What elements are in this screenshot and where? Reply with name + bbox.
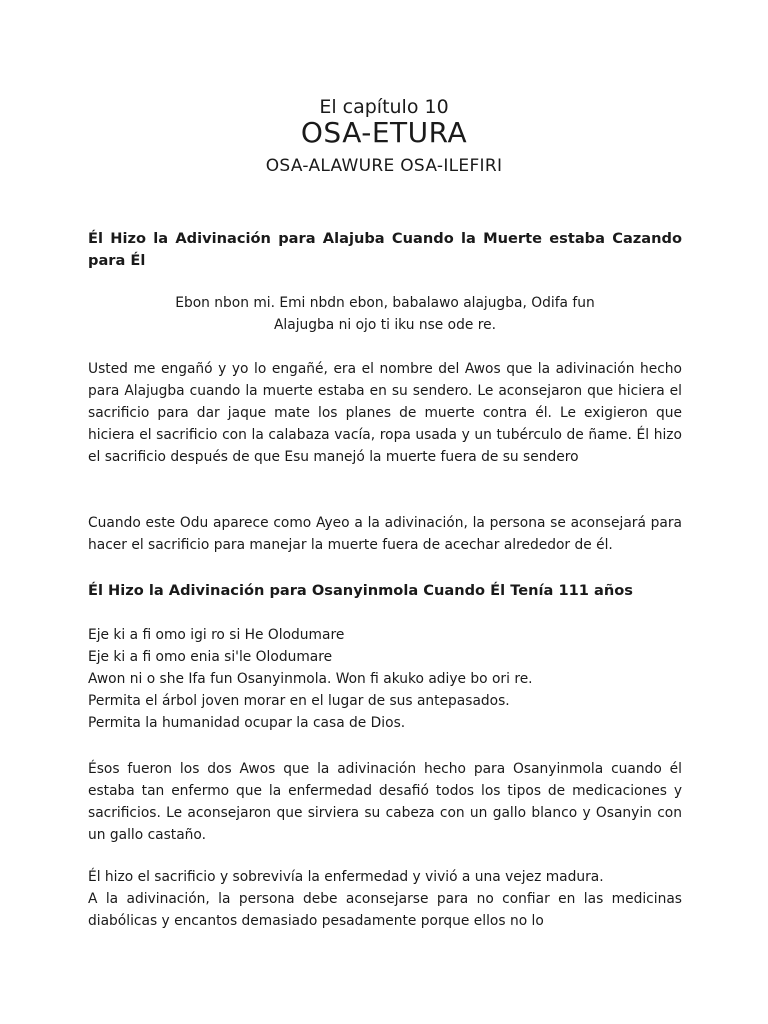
verse-block-1 [88,292,682,336]
verse-line: Eje ki a fi omo enia si'le Olodumare [88,649,333,665]
paragraph: Cuando este Odu aparece como Ayeo a la adivinación, la persona se aconsejará para hacer el sacrificio para manejar la muerte fuera de acechar alrededor de él. [88,515,682,553]
paragraph [88,866,682,932]
verse-line: Permita la humanidad ocupar la casa de Dios. [88,715,406,731]
verse-line: Awon ni o she Ifa fun Osanyinmola. Won fi akuko adiye bo ori re. [88,671,533,687]
chapter-title: OSA-ETURA [300,116,468,149]
verse-line: Eje ki a fi omo igi ro si He Olodumare [88,627,345,643]
verse-line: Ebon nbon mi. Emi nbdn ebon, babalawo alajugba, Odifa fun [175,295,595,311]
verse-line: Alajugba ni ojo ti iku nse ode re. [273,317,496,333]
verse-block-2 [88,624,682,734]
paragraph-line: Él hizo el sacrificio y sobrevivía la enfermedad y vivió a una vejez madura. [88,869,604,885]
paragraph: Ésos fueron los dos Awos que la adivinación hecho para Osanyinmola cuando él estaba tan enfermo que la enfermedad desafió todos los tipos de medicaciones y sacrificios. Le aconsejaron que sirviera su cabeza con un gallo blanco y Osanyin con un gallo castaño. [88,761,682,843]
section-heading-alajuba: Él Hizo la Adivinación para Alajuba Cuando la Muerte estaba Cazando para Él [88,230,682,269]
chapter-label: El capítulo 10 [319,96,449,118]
section-heading-osanyinmola: Él Hizo la Adivinación para Osanyinmola Cuando Él Tenía 111 años [88,582,633,599]
chapter-subtitle: OSA-ALAWURE OSA-ILEFIRI [265,156,503,176]
paragraph-text: A la adivinación, la persona debe aconsejarse para no confiar en las medicinas diabólicas y encantos demasiado pesadamente porque ellos no lo [88,891,682,929]
paragraph: Usted me engañó y yo lo engañé, era el nombre del Awos que la adivinación hecho para Alajugba cuando la muerte estaba en su sendero. Le aconsejaron que hiciera el sacrificio para dar jaque mate los planes de muerte contra él. Le exigieron que hiciera el sacrificio con la calabaza vacía, ropa usada y un tubérculo de ñame. Él hizo el sacrificio después de que Esu manejó la muerte fuera de su sendero [88,361,682,465]
verse-line: Permita el árbol joven morar en el lugar de sus antepasados. [88,693,510,709]
